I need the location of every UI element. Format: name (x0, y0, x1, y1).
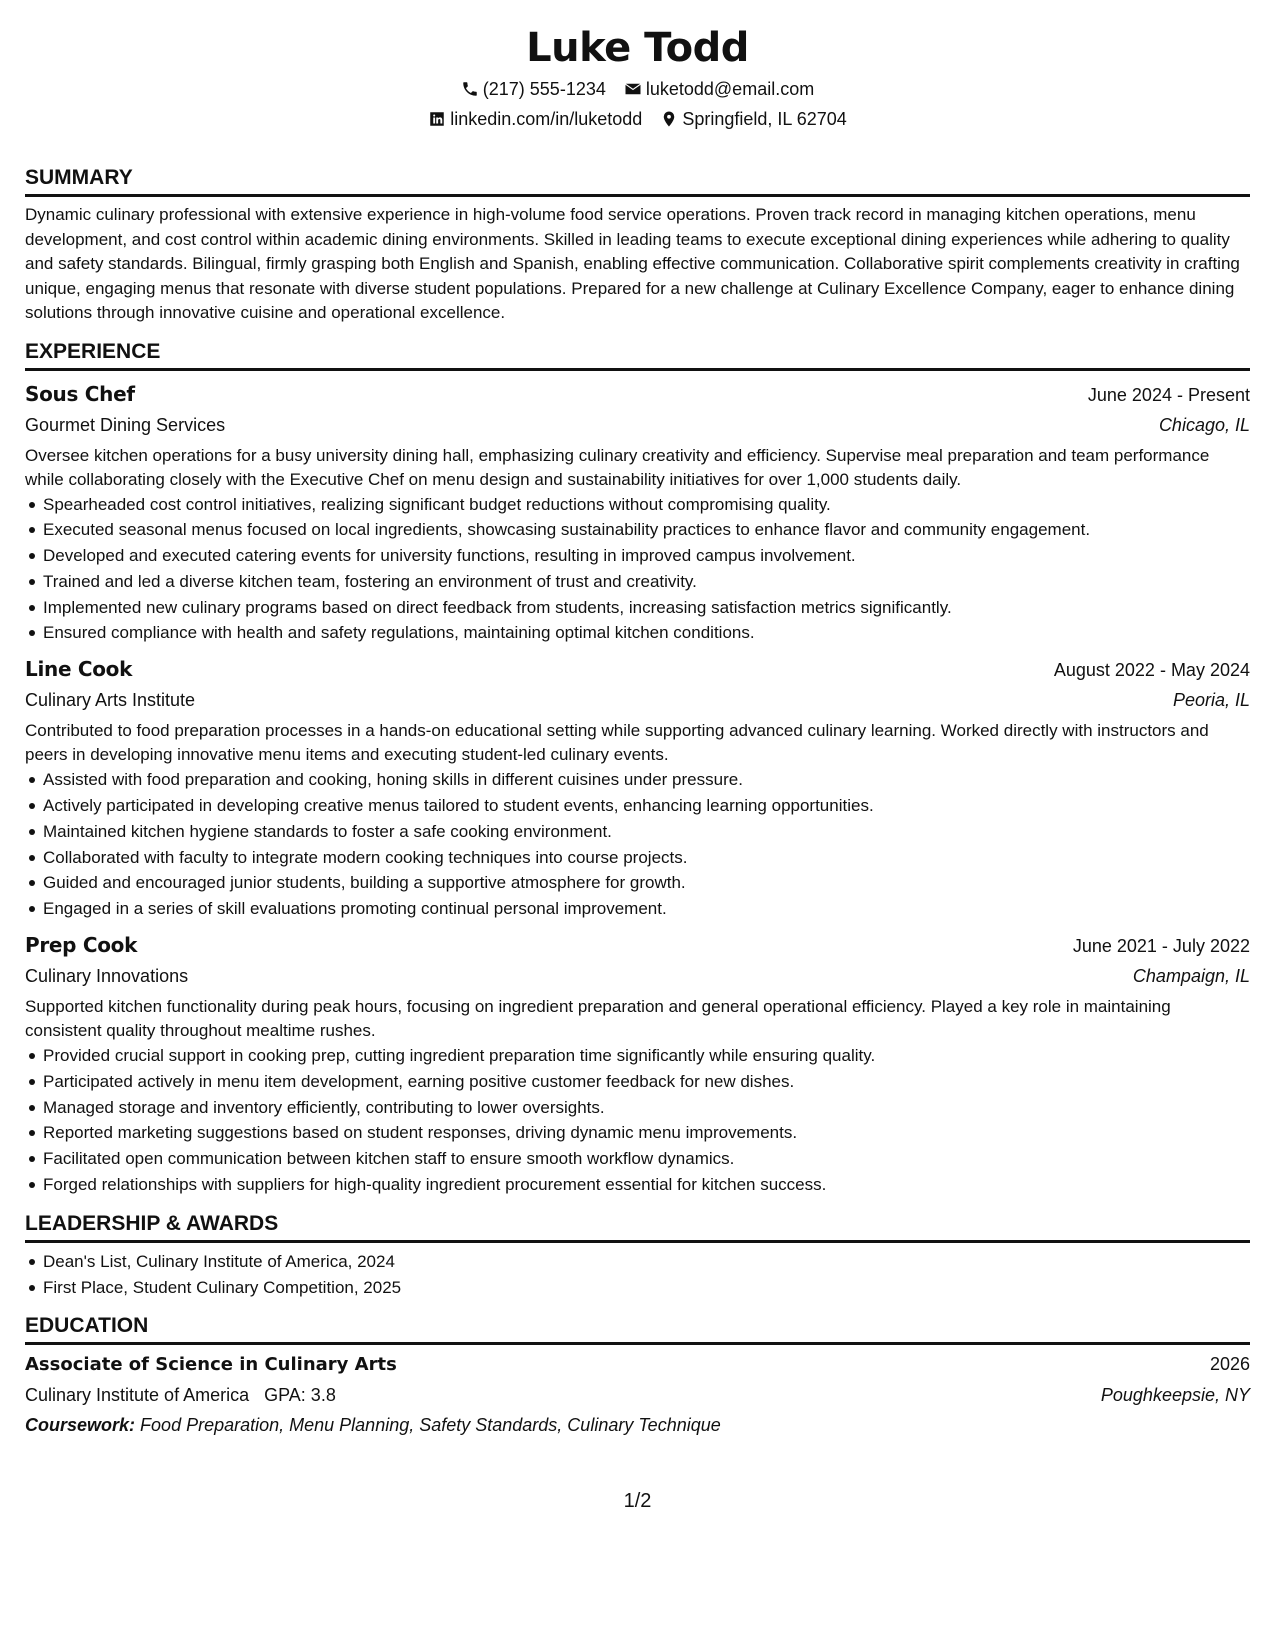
job-bullet: Managed storage and inventory efficiently, contributing to lower oversights. (43, 1095, 1250, 1121)
coursework-line (25, 1410, 1250, 1440)
job-bullet: Guided and encouraged junior students, building a supportive atmosphere for growth. (43, 870, 1250, 896)
coursework-text: Food Preparation, Menu Planning, Safety Standards, Culinary Technique (140, 1415, 721, 1436)
job-bullet: Implemented new culinary programs based on direct feedback from students, increasing satisfaction metrics significantly. (43, 595, 1250, 621)
job-bullet: Assisted with food preparation and cooking, honing skills in different cuisines under pressure. (43, 767, 1250, 793)
job-bullet: Spearheaded cost control initiatives, realizing significant budget reductions without compromising quality. (43, 492, 1250, 518)
page-number: 1/2 (623, 1490, 652, 1512)
job-dates: August 2022 - May 2024 (1053, 660, 1250, 681)
job-company-row (25, 685, 1250, 715)
contact-line-2 (25, 104, 1250, 134)
school-name: Culinary Institute of America (25, 1385, 250, 1406)
job-header-row (25, 379, 1250, 410)
job-location: Chicago, IL (1158, 414, 1250, 435)
award-list (25, 1249, 1250, 1301)
award-item: Dean's List, Culinary Institute of America, 2024 (43, 1249, 1250, 1275)
resume-page (25, 0, 1250, 1440)
email-text[interactable]: luketodd@email.com (645, 79, 815, 99)
job-location: Peoria, IL (1172, 690, 1250, 711)
experience-section (25, 338, 1250, 1198)
job-entry (25, 930, 1250, 1198)
job-entry (25, 654, 1250, 922)
contact-email[interactable] (624, 74, 814, 104)
job-description: Contributed to food preparation processes in a hands-on educational setting while supporting advanced culinary learning. Worked directly with instructors and peers in developing innovative menu items and executing student-led culinary events. (25, 721, 1209, 765)
gpa: GPA: 3.8 (264, 1385, 336, 1406)
job-company: Gourmet Dining Services (25, 414, 226, 435)
job-bullet: Forged relationships with suppliers for high-quality ingredient procurement essential for kitchen success. (43, 1172, 1250, 1198)
summary-text: Dynamic culinary professional with extensive experience in high-volume food service operations. Proven track record in managing kitchen operations, menu development, and cost control within academic dining environments. Skilled in leading teams to execute exceptional dining experiences while adhering to quality and safety standards. Bilingual, firmly grasping both English and Spanish, enabling effective communication. Collaborative spirit complements creativity in crafting unique, engaging menus that resonate with diverse student populations. Prepared for a new challenge at Culinary Excellence Company, eager to enhance dining solutions through innovative cuisine and operational excellence. (25, 205, 1240, 322)
job-description: Oversee kitchen operations for a busy university dining hall, emphasizing culinary creativity and efficiency. Supervise meal preparation and team performance while collaborating closely with the Executive Chef on menu design and sustainability initiatives for over 1,000 students daily. (25, 445, 1210, 489)
job-bullets (25, 492, 1250, 647)
resume-header (25, 22, 1250, 134)
edu-row-1 (25, 1349, 1250, 1380)
linkedin-icon (428, 110, 446, 128)
job-header-row (25, 930, 1250, 961)
job-company: Culinary Arts Institute (25, 690, 196, 711)
job-bullet: Ensured compliance with health and safety regulations, maintaining optimal kitchen conditions. (43, 620, 1250, 646)
linkedin-text[interactable]: linkedin.com/in/luketodd (450, 109, 643, 129)
job-entry (25, 379, 1250, 647)
job-bullet: Executed seasonal menus focused on local ingredients, showcasing sustainability practices to enhance flavor and community engagement. (43, 517, 1250, 543)
job-bullet: Actively participated in developing creative menus tailored to student events, enhancing learning opportunities. (43, 793, 1250, 819)
job-title: Line Cook (25, 657, 133, 682)
job-company-row (25, 961, 1250, 991)
leadership-section (25, 1210, 1250, 1301)
education-section (25, 1312, 1250, 1440)
envelope-icon (624, 80, 642, 98)
contact-linkedin[interactable] (428, 104, 642, 134)
job-bullet: Engaged in a series of skill evaluations promoting continual personal improvement. (43, 896, 1250, 922)
award-item: First Place, Student Culinary Competition, 2025 (43, 1275, 1250, 1301)
job-bullets (25, 767, 1250, 922)
job-title: Sous Chef (25, 381, 135, 406)
summary-section (25, 164, 1250, 326)
job-bullet: Provided crucial support in cooking prep, cutting ingredient preparation time significantly while ensuring quality. (43, 1043, 1250, 1069)
job-bullet: Facilitated open communication between kitchen staff to ensure smooth workflow dynamics. (43, 1146, 1250, 1172)
candidate-name: Luke Todd (526, 25, 749, 71)
job-list (25, 379, 1250, 1198)
contact-phone (461, 74, 606, 104)
job-company-row (25, 410, 1250, 440)
location-text: Springfield, IL 62704 (682, 109, 847, 129)
job-description: Supported kitchen functionality during peak hours, focusing on ingredient preparation and general operational efficiency. Played a key role in maintaining consistent quality throughout mealtime rushes. (25, 997, 1171, 1041)
section-heading: SUMMARY (25, 164, 1250, 197)
job-header-row (25, 654, 1250, 685)
job-title: Prep Cook (25, 933, 138, 958)
job-bullet: Trained and led a diverse kitchen team, fostering an environment of trust and creativity. (43, 569, 1250, 595)
edu-location: Poughkeepsie, NY (1100, 1385, 1250, 1406)
section-heading: EDUCATION (25, 1312, 1250, 1345)
map-pin-icon (660, 110, 678, 128)
degree: Associate of Science in Culinary Arts (25, 1354, 397, 1376)
school-line (25, 1380, 336, 1410)
contact-line-1 (25, 74, 1250, 104)
section-heading: EXPERIENCE (25, 338, 1250, 371)
job-bullet: Reported marketing suggestions based on student responses, driving dynamic menu improvements. (43, 1120, 1250, 1146)
job-bullet: Participated actively in menu item development, earning positive customer feedback for new dishes. (43, 1069, 1250, 1095)
coursework-label: Coursework: (25, 1415, 136, 1436)
job-dates: June 2024 - Present (1087, 384, 1250, 405)
job-company: Culinary Innovations (25, 966, 189, 987)
job-location: Champaign, IL (1132, 966, 1250, 987)
phone-icon (461, 80, 479, 98)
section-heading: LEADERSHIP & AWARDS (25, 1210, 1250, 1243)
phone-text: (217) 555-1234 (482, 79, 606, 99)
contact-location (660, 104, 846, 134)
job-bullet: Collaborated with faculty to integrate modern cooking techniques into course projects. (43, 845, 1250, 871)
edu-row-2 (25, 1380, 1250, 1410)
job-bullet: Maintained kitchen hygiene standards to foster a safe cooking environment. (43, 819, 1250, 845)
job-bullets (25, 1043, 1250, 1198)
edu-year: 2026 (1209, 1354, 1250, 1375)
job-bullet: Developed and executed catering events for university functions, resulting in improved campus involvement. (43, 543, 1250, 569)
job-dates: June 2021 - July 2022 (1072, 936, 1250, 957)
